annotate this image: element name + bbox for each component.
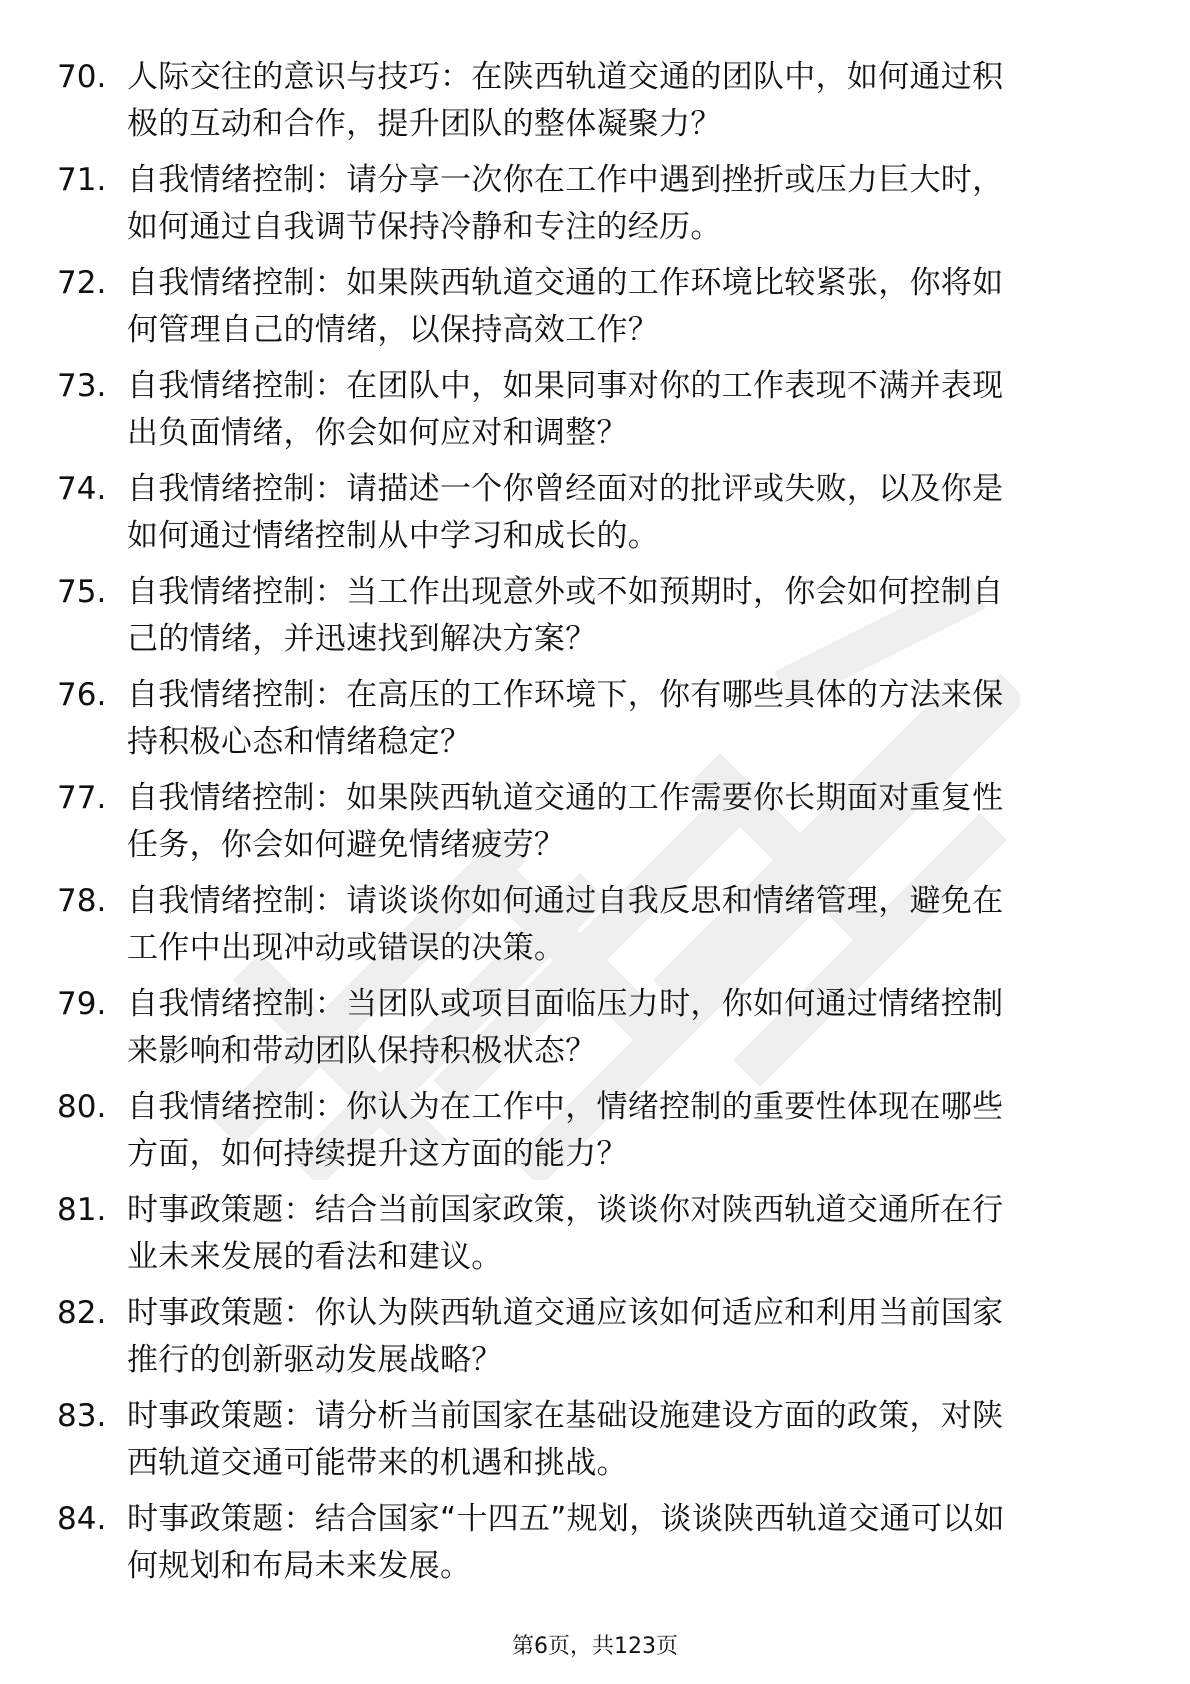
question-text <box>127 1393 1127 1487</box>
question-line: 时事政策题：请分析当前国家在基础设施建设方面的政策，对陕 <box>127 1398 1004 1434</box>
question-item-75 <box>0 569 1190 672</box>
question-text <box>127 1496 1127 1590</box>
question-text <box>127 775 1127 869</box>
question-item-80 <box>0 1084 1190 1187</box>
question-item-82 <box>0 1290 1190 1393</box>
question-number: 76. <box>57 677 107 713</box>
question-line: 自我情绪控制：在高压的工作环境下，你有哪些具体的方法来保 <box>127 677 1004 713</box>
question-number: 83. <box>57 1398 107 1434</box>
question-line: 自我情绪控制：如果陕西轨道交通的工作环境比较紧张，你将如 <box>127 265 1004 301</box>
question-item-71 <box>0 157 1190 260</box>
question-text <box>127 1290 1127 1384</box>
question-line: 自我情绪控制：当团队或项目面临压力时，你如何通过情绪控制 <box>127 986 1004 1022</box>
question-item-83 <box>0 1393 1190 1496</box>
question-text <box>127 1187 1127 1281</box>
question-line: 时事政策题：你认为陕西轨道交通应该如何适应和利用当前国家 <box>127 1295 1004 1331</box>
question-line: 自我情绪控制：你认为在工作中，情绪控制的重要性体现在哪些 <box>127 1089 1004 1125</box>
question-text <box>127 466 1127 560</box>
question-number: 73. <box>57 368 107 404</box>
question-number: 75. <box>57 574 107 610</box>
question-line: 极的互动和合作，提升团队的整体凝聚力？ <box>127 106 722 142</box>
question-number: 82. <box>57 1295 107 1331</box>
question-line: 自我情绪控制：请描述一个你曾经面对的批评或失败，以及你是 <box>127 471 1004 507</box>
question-item-81 <box>0 1187 1190 1290</box>
question-line: 时事政策题：结合当前国家政策，谈谈你对陕西轨道交通所在行 <box>127 1192 1004 1228</box>
question-line: 方面，如何持续提升这方面的能力？ <box>127 1136 628 1172</box>
question-line: 自我情绪控制：请分享一次你在工作中遇到挫折或压力巨大时， <box>127 162 1004 198</box>
question-line: 何管理自己的情绪，以保持高效工作？ <box>127 312 660 348</box>
question-number: 84. <box>57 1501 107 1537</box>
question-line: 业未来发展的看法和建议。 <box>127 1239 503 1275</box>
question-item-84 <box>0 1496 1190 1599</box>
question-line: 持积极心态和情绪稳定？ <box>127 724 472 760</box>
question-text <box>127 157 1127 251</box>
question-item-72 <box>0 260 1190 363</box>
question-number: 81. <box>57 1192 107 1228</box>
question-text <box>127 54 1127 148</box>
question-line: 自我情绪控制：当工作出现意外或不如预期时，你会如何控制自 <box>127 574 1004 610</box>
question-text <box>127 260 1127 354</box>
question-number: 78. <box>57 883 107 919</box>
question-line: 时事政策题：结合国家“十四五”规划，谈谈陕西轨道交通可以如 <box>127 1501 1005 1537</box>
question-line: 推行的创新驱动发展战略？ <box>127 1342 503 1378</box>
question-number: 77. <box>57 780 107 816</box>
question-item-70 <box>0 54 1190 157</box>
question-line: 任务，你会如何避免情绪疲劳？ <box>127 827 566 863</box>
question-item-79 <box>0 981 1190 1084</box>
question-number: 70. <box>57 59 107 95</box>
page-footer <box>0 1632 1190 1662</box>
question-line: 自我情绪控制：请谈谈你如何通过自我反思和情绪管理，避免在 <box>127 883 1004 919</box>
question-line: 自我情绪控制：如果陕西轨道交通的工作需要你长期面对重复性 <box>127 780 1004 816</box>
question-text <box>127 672 1127 766</box>
question-line: 人际交往的意识与技巧：在陕西轨道交通的团队中，如何通过积 <box>127 59 1004 95</box>
question-line: 何规划和布局未来发展。 <box>127 1548 472 1584</box>
question-item-74 <box>0 466 1190 569</box>
question-item-73 <box>0 363 1190 466</box>
question-line: 如何通过自我调节保持冷静和专注的经历。 <box>127 209 722 245</box>
page-number-label: 第6页，共123页 <box>512 1634 678 1659</box>
question-text <box>127 1084 1127 1178</box>
question-item-78 <box>0 878 1190 981</box>
question-text <box>127 981 1127 1075</box>
question-number: 71. <box>57 162 107 198</box>
question-line: 工作中出现冲动或错误的决策。 <box>127 930 566 966</box>
question-line: 西轨道交通可能带来的机遇和挑战。 <box>127 1445 628 1481</box>
question-line: 出负面情绪，你会如何应对和调整？ <box>127 415 628 451</box>
question-number: 72. <box>57 265 107 301</box>
question-number: 80. <box>57 1089 107 1125</box>
question-text <box>127 363 1127 457</box>
question-line: 如何通过情绪控制从中学习和成长的。 <box>127 518 660 554</box>
question-number: 79. <box>57 986 107 1022</box>
question-line: 己的情绪，并迅速找到解决方案？ <box>127 621 597 657</box>
question-item-76 <box>0 672 1190 775</box>
question-item-77 <box>0 775 1190 878</box>
question-list <box>0 54 1190 1599</box>
question-text <box>127 569 1127 663</box>
question-text <box>127 878 1127 972</box>
question-line: 来影响和带动团队保持积极状态？ <box>127 1033 597 1069</box>
question-line: 自我情绪控制：在团队中，如果同事对你的工作表现不满并表现 <box>127 368 1004 404</box>
question-number: 74. <box>57 471 107 507</box>
